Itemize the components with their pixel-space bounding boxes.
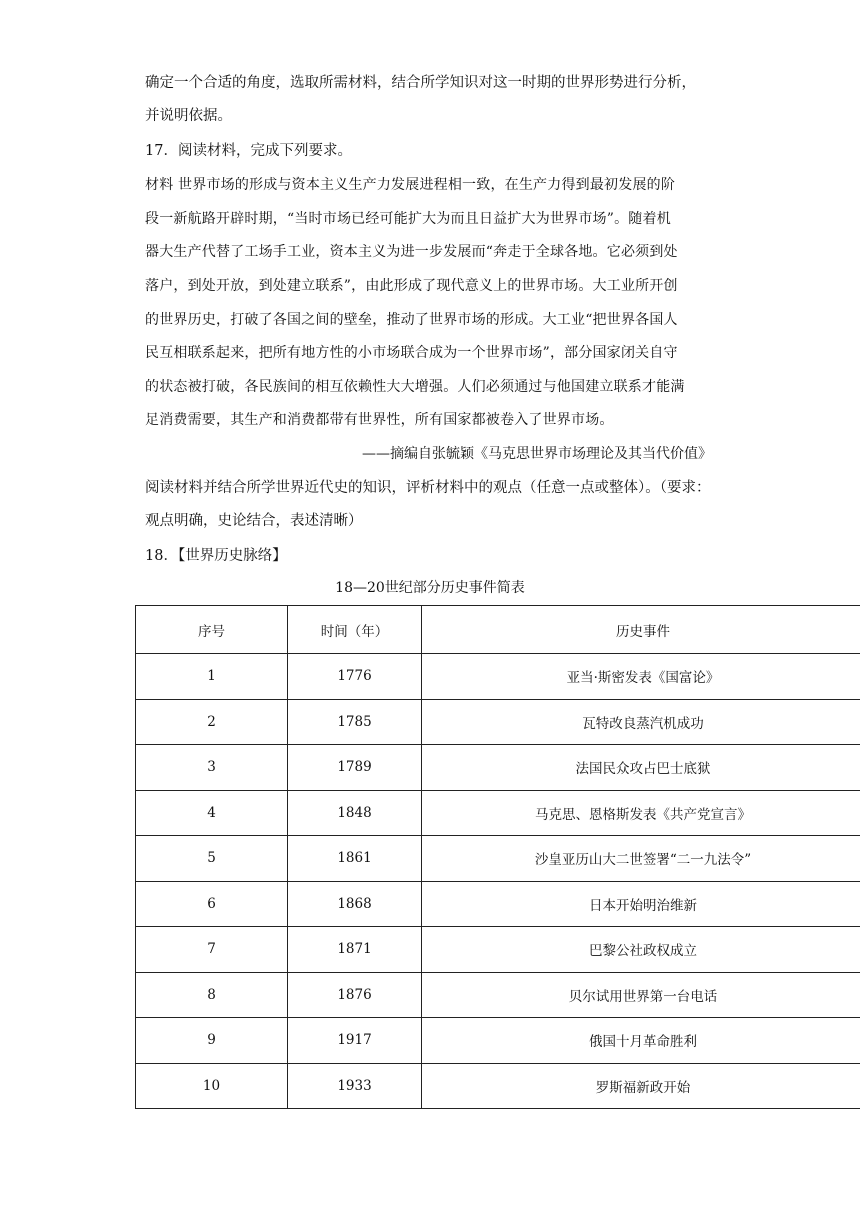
cell-year: 1871 — [288, 927, 422, 973]
material-line: 民互相联系起来，把所有地方性的小市场联合成为一个世界市场”，部分国家闭关自守 — [145, 345, 678, 361]
table-header-row — [136, 606, 860, 654]
intro-text-line-1: 确定一个合适的角度，选取所需材料，结合所学知识对这一时期的世界形势进行分析， — [145, 75, 696, 91]
table-row — [136, 927, 860, 973]
material-line: 材料 世界市场的形成与资本主义生产力发展进程相一致，在生产力得到最初发展的阶 — [145, 177, 676, 193]
cell-year: 1917 — [288, 1018, 422, 1064]
table-row — [136, 972, 860, 1018]
header-seq: 序号 — [136, 606, 288, 654]
cell-event: 贝尔试用世界第一台电话 — [422, 972, 860, 1018]
intro-text-line-2: 并说明依据。 — [145, 108, 232, 124]
cell-seq: 6 — [136, 881, 288, 927]
cell-seq: 4 — [136, 790, 288, 836]
cell-seq: 9 — [136, 1018, 288, 1064]
cell-seq: 1 — [136, 654, 288, 700]
cell-year: 1785 — [288, 699, 422, 745]
cell-event: 沙皇亚历山大二世签署“二一九法令” — [422, 836, 860, 882]
material-line: 落户，到处开放，到处建立联系”，由此形成了现代意义上的世界市场。大工业所开创 — [145, 278, 678, 294]
question-17-heading: 17．阅读材料，完成下列要求。 — [145, 143, 352, 159]
cell-year: 1848 — [288, 790, 422, 836]
cell-seq: 8 — [136, 972, 288, 1018]
cell-year: 1876 — [288, 972, 422, 1018]
material-line: 的状态被打破，各民族间的相互依赖性大大增强。人们必须通过与他国建立联系才能满 — [145, 379, 685, 395]
table-row — [136, 745, 860, 791]
material-line: 足消费需要，其生产和消费都带有世界性，所有国家都被卷入了世界市场。 — [145, 412, 614, 428]
question-18-heading: 18．【世界历史脉络】 — [145, 548, 287, 564]
table-row — [136, 654, 860, 700]
table-row — [136, 881, 860, 927]
table-row — [136, 836, 860, 882]
table-row — [136, 1018, 860, 1064]
cell-year: 1789 — [288, 745, 422, 791]
cell-event: 巴黎公社政权成立 — [422, 927, 860, 973]
cell-event: 瓦特改良蒸汽机成功 — [422, 699, 860, 745]
cell-seq: 5 — [136, 836, 288, 882]
question-17-task-line-2: 观点明确，史论结合，表述清晰） — [145, 513, 363, 529]
cell-year: 1776 — [288, 654, 422, 700]
cell-event: 罗斯福新政开始 — [422, 1063, 860, 1109]
cell-event: 亚当·斯密发表《国富论》 — [422, 654, 860, 700]
cell-event: 俄国十月革命胜利 — [422, 1018, 860, 1064]
question-17-task-line-1: 阅读材料并结合所学世界近代史的知识，评析材料中的观点（任意一点或整体）。（要求： — [145, 480, 711, 496]
material-line: 段一新航路开辟时期，“当时市场已经可能扩大为而且日益扩大为世界市场”。随着机 — [145, 211, 671, 227]
history-events-table — [135, 605, 860, 1109]
table-row — [136, 699, 860, 745]
table-row — [136, 1063, 860, 1109]
table-caption: 18—20世纪部分历史事件简表 — [335, 580, 525, 596]
cell-seq: 7 — [136, 927, 288, 973]
table-row — [136, 790, 860, 836]
cell-year: 1868 — [288, 881, 422, 927]
header-event: 历史事件 — [422, 606, 860, 654]
material-line: 的世界历史，打破了各国之间的壁垒，推动了世界市场的形成。大工业“把世界各国人 — [145, 312, 678, 328]
header-year: 时间（年） — [288, 606, 422, 654]
cell-event: 马克思、恩格斯发表《共产党宣言》 — [422, 790, 860, 836]
material-source: ——摘编自张毓颖《马克思世界市场理论及其当代价值》 — [362, 446, 712, 462]
cell-seq: 3 — [136, 745, 288, 791]
cell-event: 法国民众攻占巴士底狱 — [422, 745, 860, 791]
cell-seq: 2 — [136, 699, 288, 745]
material-line: 器大生产代替了工场手工业，资本主义为进一步发展而“奔走于全球各地。它必须到处 — [145, 244, 678, 260]
cell-year: 1861 — [288, 836, 422, 882]
cell-seq: 10 — [136, 1063, 288, 1109]
cell-event: 日本开始明治维新 — [422, 881, 860, 927]
cell-year: 1933 — [288, 1063, 422, 1109]
